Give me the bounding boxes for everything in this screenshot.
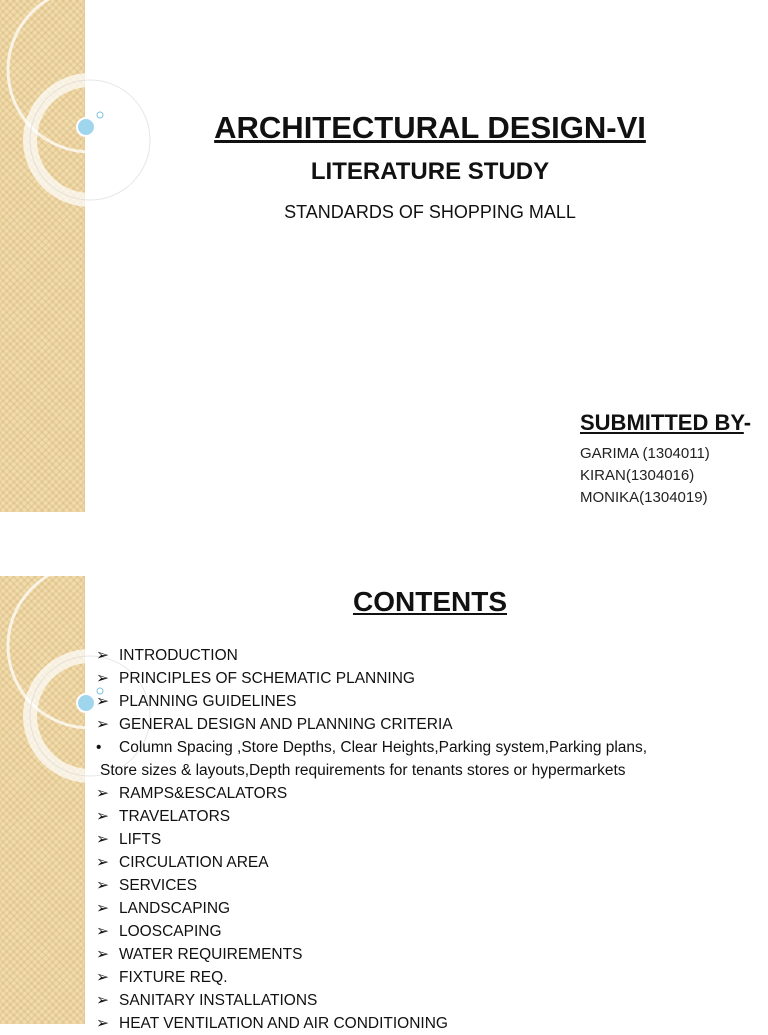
submitted-by-heading bbox=[580, 410, 751, 436]
arrow-bullet-icon: ➢ bbox=[96, 923, 109, 940]
contents-item: ➢ LIFTS bbox=[96, 828, 756, 851]
slide-gap bbox=[0, 512, 768, 576]
arrow-bullet-icon: ➢ bbox=[96, 877, 109, 894]
contents-title: CONTENTS bbox=[353, 586, 507, 617]
arrow-bullet-icon: ➢ bbox=[96, 854, 109, 871]
contents-item: ➢ FIXTURE REQ. bbox=[96, 966, 756, 989]
slide-subtitle: LITERATURE STUDY bbox=[310, 158, 550, 185]
submitted-by-label: SUBMITTED BY bbox=[580, 410, 744, 435]
slide-title: ARCHITECTURAL DESIGN-VI bbox=[214, 110, 646, 145]
arrow-bullet-icon: ➢ bbox=[96, 969, 109, 986]
submitted-by-suffix: - bbox=[743, 410, 752, 435]
contents-item: ➢ RAMPS&ESCALATORS bbox=[96, 782, 756, 805]
member-item: GARIMA (1304011) bbox=[580, 445, 710, 462]
contents-item: ➢ TRAVELATORS bbox=[96, 805, 756, 828]
decorative-strip bbox=[0, 0, 85, 512]
contents-item: • Column Spacing ,Store Depths, Clear Heights,Parking system,Parking plans, bbox=[96, 736, 756, 759]
contents-item: ➢ LANDSCAPING bbox=[96, 897, 756, 920]
contents-item: ➢ LOOSCAPING bbox=[96, 920, 756, 943]
arrow-bullet-icon: ➢ bbox=[96, 808, 109, 825]
contents-item: ➢ PLANNING GUIDELINES bbox=[96, 690, 756, 713]
contents-item: ➢ SANITARY INSTALLATIONS bbox=[96, 989, 756, 1012]
contents-item-continuation: Store sizes & layouts,Depth requirements for tenants stores or hypermarkets bbox=[100, 762, 626, 779]
contents-item: ➢ PRINCIPLES OF SCHEMATIC PLANNING bbox=[96, 667, 756, 690]
title-slide bbox=[0, 0, 768, 512]
decorative-strip bbox=[0, 576, 85, 1024]
arrow-bullet-icon: ➢ bbox=[96, 992, 109, 1009]
contents-item: ➢ CIRCULATION AREA bbox=[96, 851, 756, 874]
arrow-bullet-icon: ➢ bbox=[96, 693, 109, 710]
slide-topic: STANDARDS OF SHOPPING MALL bbox=[284, 202, 576, 222]
contents-item: ➢ INTRODUCTION bbox=[96, 644, 756, 667]
arrow-bullet-icon: ➢ bbox=[96, 1015, 109, 1032]
dot-bullet-icon: • bbox=[96, 739, 102, 756]
arrow-bullet-icon: ➢ bbox=[96, 946, 109, 963]
arrow-bullet-icon: ➢ bbox=[96, 785, 109, 802]
arrow-bullet-icon: ➢ bbox=[96, 670, 109, 687]
contents-item: ➢ WATER REQUIREMENTS bbox=[96, 943, 756, 966]
contents-list bbox=[96, 644, 756, 1035]
arrow-bullet-icon: ➢ bbox=[96, 831, 109, 848]
contents-item: ➢ SERVICES bbox=[96, 874, 756, 897]
contents-slide bbox=[0, 576, 768, 1032]
member-item: MONIKA(1304019) bbox=[580, 489, 708, 506]
arrow-bullet-icon: ➢ bbox=[96, 716, 109, 733]
contents-item: ➢ GENERAL DESIGN AND PLANNING CRITERIA bbox=[96, 713, 756, 736]
member-item: KIRAN(1304016) bbox=[580, 467, 695, 484]
arrow-bullet-icon: ➢ bbox=[96, 647, 109, 664]
contents-item: ➢ HEAT VENTILATION AND AIR CONDITIONING bbox=[96, 1012, 756, 1035]
arrow-bullet-icon: ➢ bbox=[96, 900, 109, 917]
bubble-icon bbox=[97, 112, 103, 118]
